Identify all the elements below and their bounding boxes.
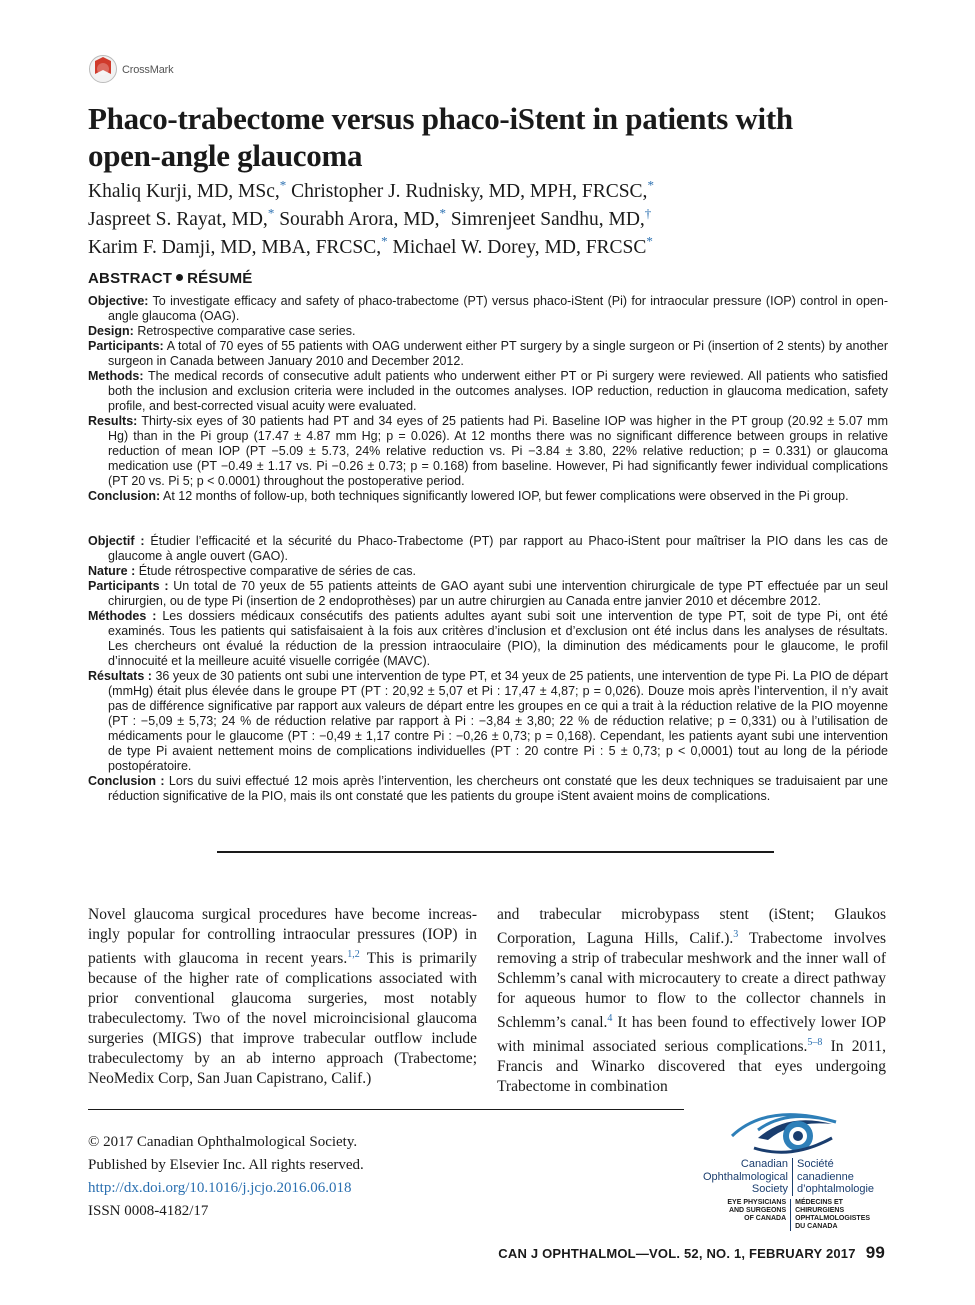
citation-link[interactable]: 4 <box>607 1013 613 1025</box>
copyright-footnote <box>88 1131 364 1223</box>
abstract-design <box>88 324 888 339</box>
society-name-fr <box>793 1158 874 1196</box>
article-title: Phaco-trabectome versus phaco-iStent in patients with open-angle glaucoma <box>88 101 793 173</box>
citation-link[interactable]: 1,2 <box>347 949 360 960</box>
author-name: Michael W. Dorey, MD, FRCSC <box>387 237 647 258</box>
logo-text: Society <box>751 1183 788 1195</box>
resume-resultats <box>88 669 888 774</box>
society-sub-en <box>692 1199 791 1231</box>
logo-text: MÉDECINS ET CHIRURGIENS <box>795 1198 845 1214</box>
resume-participants <box>88 579 888 609</box>
citation-link[interactable]: 5–8 <box>807 1037 823 1049</box>
logo-text: canadienne <box>797 1170 854 1183</box>
body-text: This is primarily because of the higher rate of complications associated with prior conventional glaucoma surgeries, most notably trabeculectomy. Two of the novel microincisional glaucoma surgeries (MIGS) that improve trabecular outflow include trabeculectomy by an ab interno approach (Trabectome; NeoMedix Corp, San Juan Capistrano, Calif.) <box>88 950 478 1088</box>
eye-logo-icon <box>728 1108 848 1158</box>
body-text: Trabectome involves removing a strip of trabecular meshwork and the inner wall of Schlemm’s canal with microcautery to create a direct pathway for aqueous humor to flow to the collector channels in Schlemm’s canal. <box>497 930 886 1032</box>
author-name: Khaliq Kurji, MD, MSc, <box>88 181 280 202</box>
body-text: and trabecular microbypass stent (iStent; Glaukos Corporation, Laguna Hills, Calif.). <box>497 906 886 948</box>
abstract-participants <box>88 339 888 369</box>
society-name-en <box>692 1158 793 1196</box>
body-text: Novel glaucoma surgical procedures have become increas- <box>88 906 477 923</box>
body-text: patients with glaucoma in recent years. <box>88 950 348 968</box>
resume-nature <box>88 564 888 579</box>
abstract-heading <box>88 270 252 287</box>
affiliation-mark[interactable]: * <box>646 233 653 249</box>
author-name: Christopher J. Rudnisky, MD, MPH, FRCSC, <box>286 181 648 202</box>
issn-line: ISSN 0008-4182/17 <box>88 1203 209 1219</box>
author-line-1 <box>88 178 888 206</box>
section-text: Étude rétrospective comparative de séries de cas. <box>135 564 416 578</box>
section-label: Conclusion : <box>88 774 165 788</box>
section-label: Participants : <box>88 579 169 593</box>
crossmark-label: CrossMark <box>122 64 174 76</box>
author-name: Jaspreet S. Rayat, MD, <box>88 209 268 230</box>
copyright-line: © 2017 Canadian Ophthalmological Society. <box>88 1134 358 1150</box>
resume-methodes <box>88 609 888 669</box>
page-number: 99 <box>865 1243 885 1262</box>
abstract-methods <box>88 369 888 414</box>
section-label: Participants: <box>88 339 164 353</box>
section-label: Objective: <box>88 294 149 308</box>
body-text: ingly popular for controlling intraocular pressures (IOP) in <box>88 926 477 943</box>
affiliation-mark[interactable]: † <box>644 205 652 221</box>
abstract-english <box>88 294 888 504</box>
section-label: Design: <box>88 324 134 338</box>
section-text: Les dossiers médicaux consécutifs des patients adultes ayant subi soit une intervention de type PT, soit de type Pi, ont été examinés. Tous les patients qui satisfaisaient à la fois aux critères d’inclusion et d’exclusion ont été inclus dans les analyses de résultats. Les chercheurs ont évalué la réduction de la pression intraoculaire (PIO), la diminution des médicaments pour le glaucome, le profil d’innocuité et la meilleure acuité visuelle corrigée (MAVC). <box>108 609 888 668</box>
author-name: Simrenjeet Sandhu, MD, <box>446 209 645 230</box>
author-list <box>88 178 888 262</box>
section-text: Lors du suivi effectué 12 mois après l’intervention, les chercheurs ont constaté que les deux techniques se traduisaient par une réduction significative de la PIO, mais ils ont constaté que les patients du groupe iStent avaient moins de complications. <box>108 774 888 803</box>
citation-link[interactable]: 3 <box>733 929 739 940</box>
abstract-results <box>88 414 888 489</box>
logo-text: OPHTALMOLOGISTES <box>795 1214 871 1222</box>
affiliation-mark[interactable]: * <box>647 177 654 193</box>
logo-text: Canadian <box>740 1158 788 1170</box>
body-text: In 2011, Francis and Winarko discovered that eyes undergoing Trabectome in combination <box>497 1038 886 1096</box>
section-text: Retrospective comparative case series. <box>133 324 356 338</box>
logo-text: OF CANADA <box>744 1214 787 1222</box>
section-text: Étudier l’efficacité et la sécurité du Phaco-Trabectome (PT) par rapport au Phaco-iStent pour maîtriser la PIO dans les cas de glaucome à angle ouvert (GAO). <box>108 534 888 563</box>
logo-text: Ophthalmological <box>703 1170 788 1183</box>
section-text: To investigate efficacy and safety of phaco-trabectome (PT) versus phaco-iStent (Pi) for intraocular pressure (IOP) control in open-angle glaucoma (OAG). <box>108 294 888 323</box>
affiliation-mark[interactable]: * <box>381 233 388 249</box>
footnote-divider <box>88 1109 684 1110</box>
section-text: Thirty-six eyes of 30 patients had PT and 34 eyes of 25 patients had Pi. Baseline IOP was higher in the PT group (20.92 ± 5.07 mm Hg) than in the Pi group (17.47 ± 4.87 mm Hg; p = 0.026). At 12 months there was no significant difference between groups in relative reduction of mean IOP (PT −5.09 ± 5.73, 24% relative reduction vs. Pi −3.84 ± 3.80, 22% relative reduction; p = 0.331) or glaucoma medication use (PT −0.49 ± 1.17 vs. Pi −0.26 ± 0.73; p = 0.168) from baseline. However, Pi had significantly fewer individual complications (PT 20 vs. Pi 5; p < 0.0001) throughout the postoperative period. <box>108 414 888 488</box>
abstract-heading-en: ABSTRACT <box>88 270 173 287</box>
journal-citation: CAN J OPHTHALMOL—VOL. 52, NO. 1, FEBRUARY 2017 <box>498 1246 856 1261</box>
bullet-dot <box>176 274 183 281</box>
society-sub-fr <box>791 1199 892 1231</box>
section-label: Methods: <box>88 369 144 383</box>
abstract-french <box>88 534 888 804</box>
section-text: 36 yeux de 30 patients ont subi une intervention de type PT, et 34 yeux de 25 patients, une intervention de type Pi. La PIO de départ (mmHg) était plus élevée dans le groupe PT (PT : 20,92 ± 5,07 et Pi : 17,47 ± 4,87; p = 0,026). Douze mois après l’intervention, il n’y avait pas de différence significative par rapport aux valeurs de départ entre les groupes en ce qui a trait à la réduction relative de la PIO moyenne (PT : −5,09 ± 5,73; 24 % de réduction relative par rapport à Pi : −3,84 ± 3,80; 22 % de réduction relative; p = 0,331) ou à l’utilisation de médicaments pour le glaucome (PT : −0,49 ± 1,17 contre Pi : −0,26 ± 0,73; p = 0,168). Cependant, les patients ayant subi une intervention de type Pi avaient nettement moins de complications individuelles (PT : 20 contre Pi : 5 ± 0,73; p < 0,0001) tout au long de la période postopératoire. <box>108 669 888 773</box>
section-text: A total of 70 eyes of 55 patients with OAG underwent either PT surgery by a single surgeon or Pi (insertion of 2 stents) by another surgeon in Canada between January 2010 and December 2012. <box>108 339 888 368</box>
affiliation-mark[interactable]: * <box>439 205 447 221</box>
author-line-3 <box>88 234 888 262</box>
author-name: Sourabh Arora, MD, <box>274 209 440 230</box>
affiliation-mark[interactable]: * <box>267 205 275 221</box>
section-label: Résultats : <box>88 669 152 683</box>
author-line-2 <box>88 206 888 234</box>
section-label: Conclusion: <box>88 489 161 503</box>
crossmark-badge[interactable] <box>88 54 173 86</box>
section-text: At 12 months of follow-up, both techniques significantly lowered IOP, but fewer complications were observed in the Pi group. <box>160 489 849 503</box>
publisher-line: Published by Elsevier Inc. All rights reserved. <box>88 1157 364 1173</box>
body-column-right <box>497 905 886 1097</box>
doi-link[interactable]: http://dx.doi.org/10.1016/j.jcjo.2016.06.018 <box>88 1180 352 1196</box>
abstract-heading-fr: RÉSUMÉ <box>187 270 253 287</box>
crossmark-icon <box>88 54 118 86</box>
society-name-row <box>692 1158 892 1196</box>
section-label: Objectif : <box>88 534 145 548</box>
logo-text: EYE PHYSICIANS <box>727 1198 787 1206</box>
section-label: Results: <box>88 414 138 428</box>
abstract-objective <box>88 294 888 324</box>
abstract-divider <box>217 851 774 853</box>
resume-objectif <box>88 534 888 564</box>
page-footer <box>480 1243 885 1263</box>
body-column-left <box>88 905 477 1089</box>
logo-text: d’ophtalmologie <box>797 1183 875 1195</box>
affiliation-mark[interactable]: * <box>279 177 287 193</box>
resume-conclusion <box>88 774 888 804</box>
body-text: It has been found to effectively lower IOP with minimal associated serious complications. <box>497 1014 886 1056</box>
section-text: Un total de 70 yeux de 55 patients atteints de GAO ayant subi une intervention chirurgicale de type PT effectuée par un seul chirurgien, ou de type Pi (insertion de 2 endoprothèses) par un autre chirurgien au Canada entre janvier 2010 et décembre 2012. <box>108 579 889 608</box>
society-logo <box>692 1108 892 1231</box>
society-sub-row <box>692 1196 892 1231</box>
section-label: Nature : <box>88 564 136 578</box>
logo-text: Société <box>797 1158 834 1170</box>
logo-text: DU CANADA <box>795 1222 838 1230</box>
logo-text: AND SURGEONS <box>728 1206 787 1214</box>
abstract-conclusion <box>88 489 888 504</box>
section-label: Méthodes : <box>88 609 157 623</box>
author-name: Karim F. Damji, MD, MBA, FRCSC, <box>88 237 382 258</box>
section-text: The medical records of consecutive adult patients who underwent either PT or Pi surgery were reviewed. All patients who satisfied both the inclusion and exclusion criteria were included in the outcomes analyses. IOP reduction, reduction in glaucoma medication, safety profile, and best-corrected visual acuity were evaluated. <box>108 369 888 413</box>
